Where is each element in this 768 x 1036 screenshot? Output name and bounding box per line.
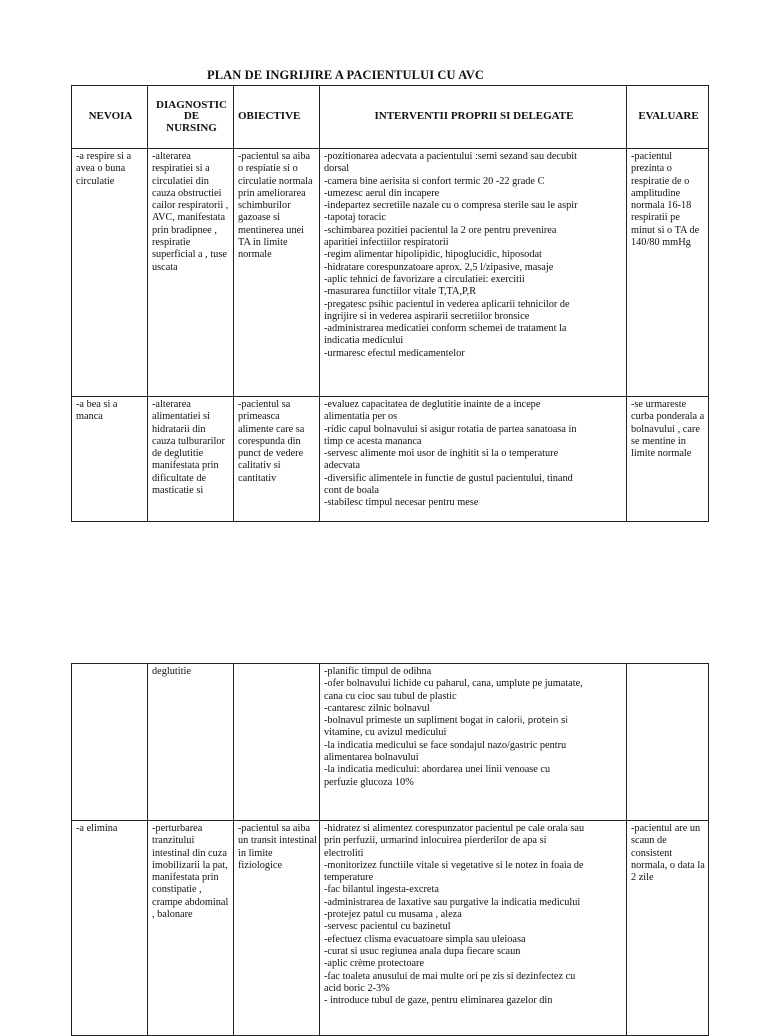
intervention-line: -tapotaj toracic [324,212,387,224]
intervention-line: -servesc pacientul cu bazinetul [324,921,451,933]
intervention-line: -fac toaleta anusului de mai multe ori pe zis si dezinfectez cu [324,970,576,982]
intervention-line: perfuzie glucoza 10% [324,776,414,788]
intervention-line: adecvata [324,460,361,472]
table-row [72,664,709,821]
intervention-line: -camera bine aerisita si confort termic 20 -22 grade C [324,175,545,187]
cell-interventii [320,149,627,397]
intervention-line: -la indicatia medicului: abordarea unei linii venoase cu [324,764,551,776]
intervention-line: temperature [324,872,374,884]
cell-interventii [320,397,627,522]
header-diagnostic-line-2: DE [183,110,200,123]
intervention-line: prin perfuzii, urmarind inlocuirea pierderilor de apa si [324,835,547,847]
intervention-line: -administrarea de laxative sau purgative la indicatia medicului [324,896,581,908]
intervention-line: -aplic tehnici de favorizare a circulatiei: exercitii [324,273,525,285]
intervention-line [324,715,624,727]
intervention-line: - introduce tubul de gaze, pentru eliminarea gazelor din [324,995,553,1007]
intervention-line: -fac bilantul ingesta-excreta [324,884,439,896]
cell-evaluare: -pacientul prezinta o respiratie de o amplitudine normala 16-18 respiratii pe minut si o TA de 140/80 mmHg [627,149,709,397]
care-plan-table-page1 [71,85,709,522]
intervention-line: electroliti [324,847,364,859]
intervention-line: -cantaresc zilnic bolnavul [324,702,430,714]
intervention-line: -monitorizez functiile vitale si vegetative si le notez in foaia de [324,859,584,871]
intervention-line: -hidratez si alimentez corespunzator pacientul pe cale orala sau [324,823,585,834]
intervention-line: -masurarea functiilor vitale T,TA,P,R [324,286,477,298]
cell-nevoia: -a respire si a avea o buna circulatie [72,149,148,397]
cell-obiective: -pacientul sa primeasca alimente care sa corespunda din punct de vedere calitativ si cantitativ [234,397,320,522]
cell-evaluare: -pacientul are un scaun de consistent normala, o data la 2 zile [627,821,709,1036]
intervention-line: acid boric 2-3% [324,982,390,994]
intervention-line: alimentatia per os [324,411,398,423]
intervention-line: -ofer bolnavului lichide cu paharul, cana, umplute pe jumatate, [324,678,583,690]
intervention-line: dorsal [324,163,350,175]
header-interventii: INTERVENTII PROPRII SI DELEGATE [320,86,627,149]
care-plan-table-page2 [71,663,709,1036]
cell-obiective [234,664,320,821]
cell-evaluare [627,664,709,821]
table-row [72,149,709,397]
intervention-line: -aplic crème protectoare [324,958,425,970]
document-title: PLAN DE INGRIJIRE A PACIENTULUI CU AVC [207,68,484,82]
intervention-line: -planific timpul de odihna [324,666,432,677]
intervention-line: -indepartez secretiile nazale cu o compresa sterile sau le aspir [324,200,578,212]
table-row [72,821,709,1036]
table-row [72,397,709,522]
intervention-line: cana cu cioc sau tubul de plastic [324,690,457,702]
intervention-line: -ridic capul bolnavului si asigur rotatia de partea sanatoasa in [324,423,577,435]
intervention-line: aparitiei infectiilor respiratorii [324,237,449,249]
intervention-line: -regim alimentar hipolipidic, hipoglucidic, hiposodat [324,249,542,261]
intervention-line: vitamine, cu avizul medicului [324,727,447,739]
intervention-line: -hidratare corespunzatoare aprox. 2,5 l/zipasive, masaje [324,261,554,273]
cell-obiective: -pacientul sa aiba o respiatie si o circulatie normala prin ameliorarea schimburilor gazoase si mentinerea unei TA in limite normale [234,149,320,397]
intervention-line: alimentarea bolnavului [324,752,419,764]
header-diagnostic-line-3: NURSING [166,121,217,134]
intervention-line: -curat si usuc regiunea anala dupa fiecare scaun [324,945,521,957]
intervention-line: -efectuez clisma evacuatoare simpla sau uleioasa [324,933,526,945]
intervention-line: -pregatesc psihic pacientul in vederea aplicarii tehnicilor de [324,298,570,310]
intervention-line: -administrarea medicatiei conform schemei de tratament la [324,323,567,335]
intervention-line: timp ce acesta mananca [324,435,422,447]
intervention-line: -la indicatia medicului se face sondajul nazo/gastric pentru [324,739,567,751]
intervention-line: -stabilesc timpul necesar pentru mese [324,497,479,509]
cell-evaluare: -se urmareste curba ponderala a bolnavului , care se mentine in limite normale [627,397,709,522]
header-nevoia: NEVOIA [72,86,148,149]
header-diagnostic-line-1: DIAGNOSTIC [156,98,227,111]
intervention-line: -schimbarea pozitiei pacientul la 2 ore pentru prevenirea [324,224,557,236]
cell-interventii [320,664,627,821]
intervention-line: ingrijire si in vederea aspirarii secretiilor bronsice [324,310,530,322]
intervention-text-sans: in calorii, protein si [483,716,568,727]
cell-obiective: -pacientul sa aiba un transit intestinal in limite fiziologice [234,821,320,1036]
intervention-line: -umezesc aerul din incapere [324,187,440,199]
cell-nevoia: -a bea si a manca [72,397,148,522]
cell-diagnostic: deglutitie [148,664,234,821]
cell-diagnostic: -alterarea respiratiei si a circulatiei din cauza obstructiei cailor respiratorii , AVC, manifestata prin bradipnee , respiratie superficial a , tuse uscata [148,149,234,397]
intervention-line: -evaluez capacitatea de deglutitie inainte de a incepe [324,399,541,410]
intervention-line: -urmaresc efectul medicamentelor [324,347,465,359]
cell-interventii [320,821,627,1036]
table-header-row [72,86,709,149]
intervention-line: -protejez patul cu musama , aleza [324,909,462,921]
cell-nevoia [72,664,148,821]
cell-diagnostic: -perturbarea tranzitului intestinal din cuza imobilizarii la pat, manifestata prin constipatie , crampe abdominal , balonare [148,821,234,1036]
cell-diagnostic: -alterarea alimentatiei si hidratarii din cauza tulburarilor de deglutitie manifestata prin dificultate de masticatie si [148,397,234,522]
intervention-line: -pozitionarea adecvata a pacientului :semi sezand sau decubit [324,151,578,162]
header-obiective: OBIECTIVE [234,86,320,149]
header-evaluare: EVALUARE [627,86,709,149]
intervention-line: cont de boala [324,485,379,497]
intervention-text: -bolnavul primeste un supliment bogat [324,715,484,727]
intervention-line: -servesc alimente moi usor de inghitit si la o temperature [324,448,559,460]
header-diagnostic [148,86,234,149]
intervention-line: indicatia medicului [324,335,404,347]
cell-nevoia: -a elimina [72,821,148,1036]
intervention-line: -diversific alimentele in functie de gustul pacientului, tinand [324,472,573,484]
